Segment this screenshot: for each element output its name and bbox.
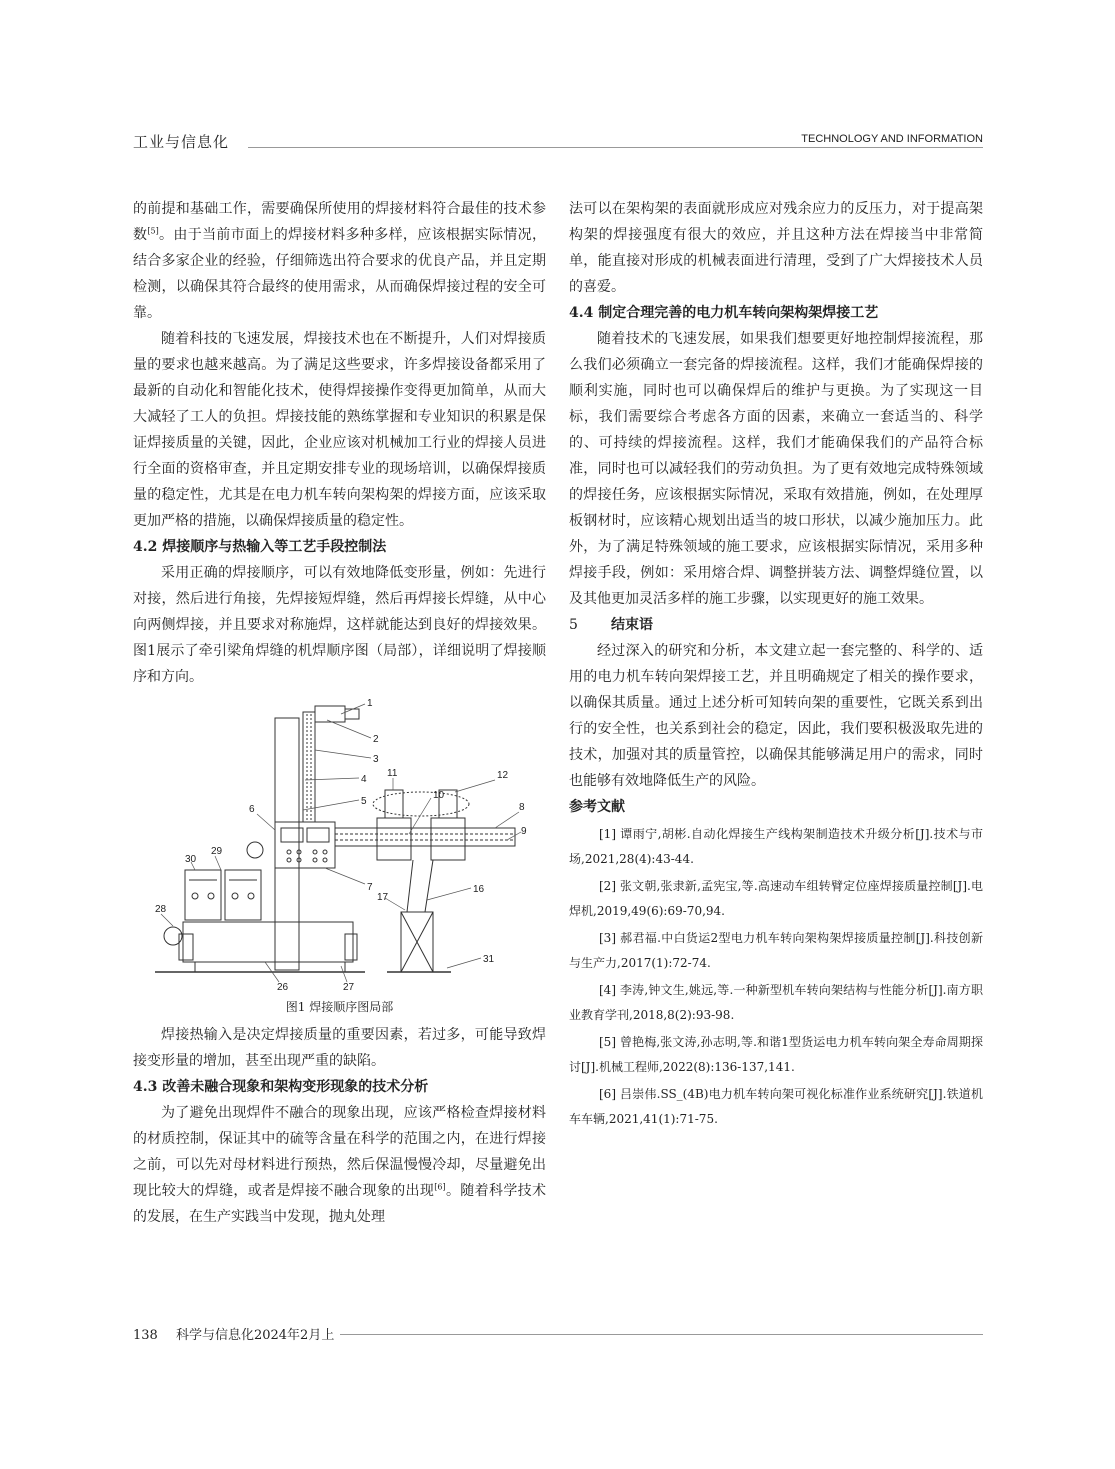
figure-part-label: 12 [496, 770, 508, 781]
reference-item: [3] 郝君福.中白货运2型电力机车转向架构架焊接质量控制[J].科技创新与生产力,2017(1):72-74. [569, 931, 983, 970]
section-heading-5: 5 结束语 [569, 617, 653, 633]
section-heading-4-3: 4.3 改善未融合现象和架构变形现象的技术分析 [133, 1079, 429, 1095]
right-column [569, 196, 983, 1132]
figure-part-label: 17 [376, 892, 388, 903]
page-footer [133, 1324, 334, 1343]
reference-item: [6] 吕崇伟.SS_(4B)电力机车转向架可视化标准作业系统研究[J].铁道机车车辆,2021,41(1):71-75. [569, 1087, 983, 1126]
figure-part-label: 30 [184, 854, 196, 865]
left-column [133, 196, 546, 1230]
paragraph: 法可以在架构架的表面就形成应对残余应力的反压力，对于提高架构架的焊接强度有很大的效应，并且这种方法在焊接当中非常简单，能直接对形成的机械表面进行清理，受到了广大焊接技术人员的喜爱。 [569, 201, 983, 295]
citation: [5] [147, 226, 159, 236]
figure-part-label: 27 [342, 982, 354, 993]
reference-item: [4] 李涛,钟文生,姚远,等.一种新型机车转向架结构与性能分析[J].南方职业教育学刊,2018,8(2):93-98. [569, 983, 983, 1022]
references-heading: 参考文献 [569, 799, 625, 815]
header-rule [248, 147, 983, 148]
section-heading-4-2: 4.2 焊接顺序与热输入等工艺手段控制法 [133, 539, 387, 555]
paragraph: 随着技术的飞速发展，如果我们想要更好地控制焊接流程，那么我们必须确立一套完备的焊接流程。这样，我们才能确保焊接的顺利实施，同时也可以确保焊后的维护与更换。为了实现这一目标，我们需要综合考虑各方面的因素，来确立一套适当的、科学的、可持续的焊接流程。这样，我们才能确保我们的产品符合标准，同时也可以减轻我们的劳动负担。为了更有效地完成特殊领域的焊接任务，应该根据实际情况，采取有效措施，例如，在处理厚板钢材时，应该精心规划出适当的坡口形状，以减少施加压力。此外，为了满足特殊领域的施工要求，应该根据实际情况，采用多种焊接手段，例如：采用熔合焊、调整拼装方法、调整焊缝位置，以及其他更加灵活多样的施工步骤，以实现更好的施工效果。 [569, 331, 983, 607]
reference-item: [2] 张文朝,张隶新,孟宪宝,等.高速动车组转臂定位座焊接质量控制[J].电焊机,2019,49(6):69-70,94. [569, 879, 983, 918]
figure-part-label: 1 [366, 698, 373, 709]
paragraph: 焊接热输入是决定焊接质量的重要因素，若过多，可能导致焊接变形量的增加，甚至出现严重的缺陷。 [133, 1027, 546, 1069]
figure-part-label: 9 [520, 826, 527, 837]
figure-caption: 图1 焊接顺序图局部 [285, 1000, 394, 1014]
figure-part-label: 26 [276, 982, 288, 993]
paragraph: 采用正确的焊接顺序，可以有效地降低变形量，例如：先进行对接，然后进行角接，先焊接短焊缝，然后再焊接长焊缝，从中心向两侧焊接，并且要求对称施焊，这样就能达到良好的焊接效果。图1展示了牵引梁角焊缝的机焊顺序图（局部），详细说明了焊接顺序和方向。 [133, 565, 546, 685]
citation: [6] [434, 1182, 446, 1192]
figure-part-label: 31 [482, 954, 494, 965]
figure-part-label: 8 [518, 802, 525, 813]
paragraph: 随着科技的飞速发展，焊接技术也在不断提升，人们对焊接质量的要求也越来越高。为了满足这些要求，许多焊接设备都采用了最新的自动化和智能化技术，使得焊接操作变得更加简单，从而大大减轻了工人的负担。焊接技能的熟练掌握和专业知识的积累是保证焊接质量的关键，因此，企业应该对机械加工行业的焊接人员进行全面的资格审查，并且定期安排专业的现场培训，以确保焊接质量的稳定性，尤其是在电力机车转向架构架的焊接方面，应该采取更加严格的措施，以确保焊接质量的稳定性。 [133, 331, 546, 529]
reference-item: [5] 曾艳梅,张文涛,孙志明,等.和谐1型货运电力机车转向架全寿命周期探讨[J].机械工程师,2022(8):136-137,141. [569, 1035, 983, 1074]
figure-part-label: 2 [372, 734, 379, 745]
figure-part-label: 16 [472, 884, 484, 895]
figure-part-label: 10 [432, 790, 444, 801]
figure-1 [133, 700, 546, 1018]
footer-journal: 科学与信息化2024年2月上 [175, 1328, 335, 1343]
page-number: 138 [133, 1328, 158, 1343]
journal-name-en: TECHNOLOGY AND INFORMATION [801, 133, 983, 145]
figure-part-label: 28 [154, 904, 166, 915]
figure-part-label: 6 [248, 804, 255, 815]
paragraph: 为了避免出现焊件不融合的现象出现，应该严格检查焊接材料的材质控制，保证其中的硫等含量在科学的范围之内，在进行焊接之前，可以先对母材料进行预热，然后保温慢慢冷却，尽量避免出现比较大的焊缝，或者是焊接不融合现象的出现[6]。随着科学技术的发展，在生产实践当中发现，抛丸处理 [133, 1105, 547, 1225]
section-heading-4-4: 4.4 制定合理完善的电力机车转向架构架焊接工艺 [569, 305, 879, 321]
welding-machine-drawing [154, 698, 527, 993]
paragraph: 的前提和基础工作，需要确保所使用的焊接材料符合最佳的技术参数[5]。由于当前市面上的焊接材料多种多样，应该根据实际情况，结合多家企业的经验，仔细筛选出符合要求的优良产品，并且定期检测，以确保其符合最终的使用需求，从而确保焊接过程的安全可靠。 [133, 201, 547, 321]
figure-part-label: 29 [210, 846, 222, 857]
footer-rule [340, 1334, 983, 1335]
paragraph: 经过深入的研究和分析，本文建立起一套完整的、科学的、适用的电力机车转向架焊接工艺，并且明确规定了相关的操作要求，以确保其质量。通过上述分析可知转向架的重要性，它既关系到出行的安全性，也关系到社会的稳定，因此，我们要积极汲取先进的技术，加强对其的质量管控，以确保其能够满足用户的需求，同时也能够有效地降低生产的风险。 [569, 643, 983, 789]
figure-part-label: 7 [366, 882, 373, 893]
journal-name-cn: 工业与信息化 [133, 133, 230, 151]
figure-part-label: 11 [386, 768, 397, 779]
figure-part-label: 5 [360, 796, 367, 807]
figure-part-label: 3 [372, 754, 379, 765]
figure-part-label: 4 [360, 774, 367, 785]
reference-item: [1] 谭雨宁,胡彬.自动化焊接生产线构架制造技术升级分析[J].技术与市场,2021,28(4):43-44. [569, 827, 983, 866]
